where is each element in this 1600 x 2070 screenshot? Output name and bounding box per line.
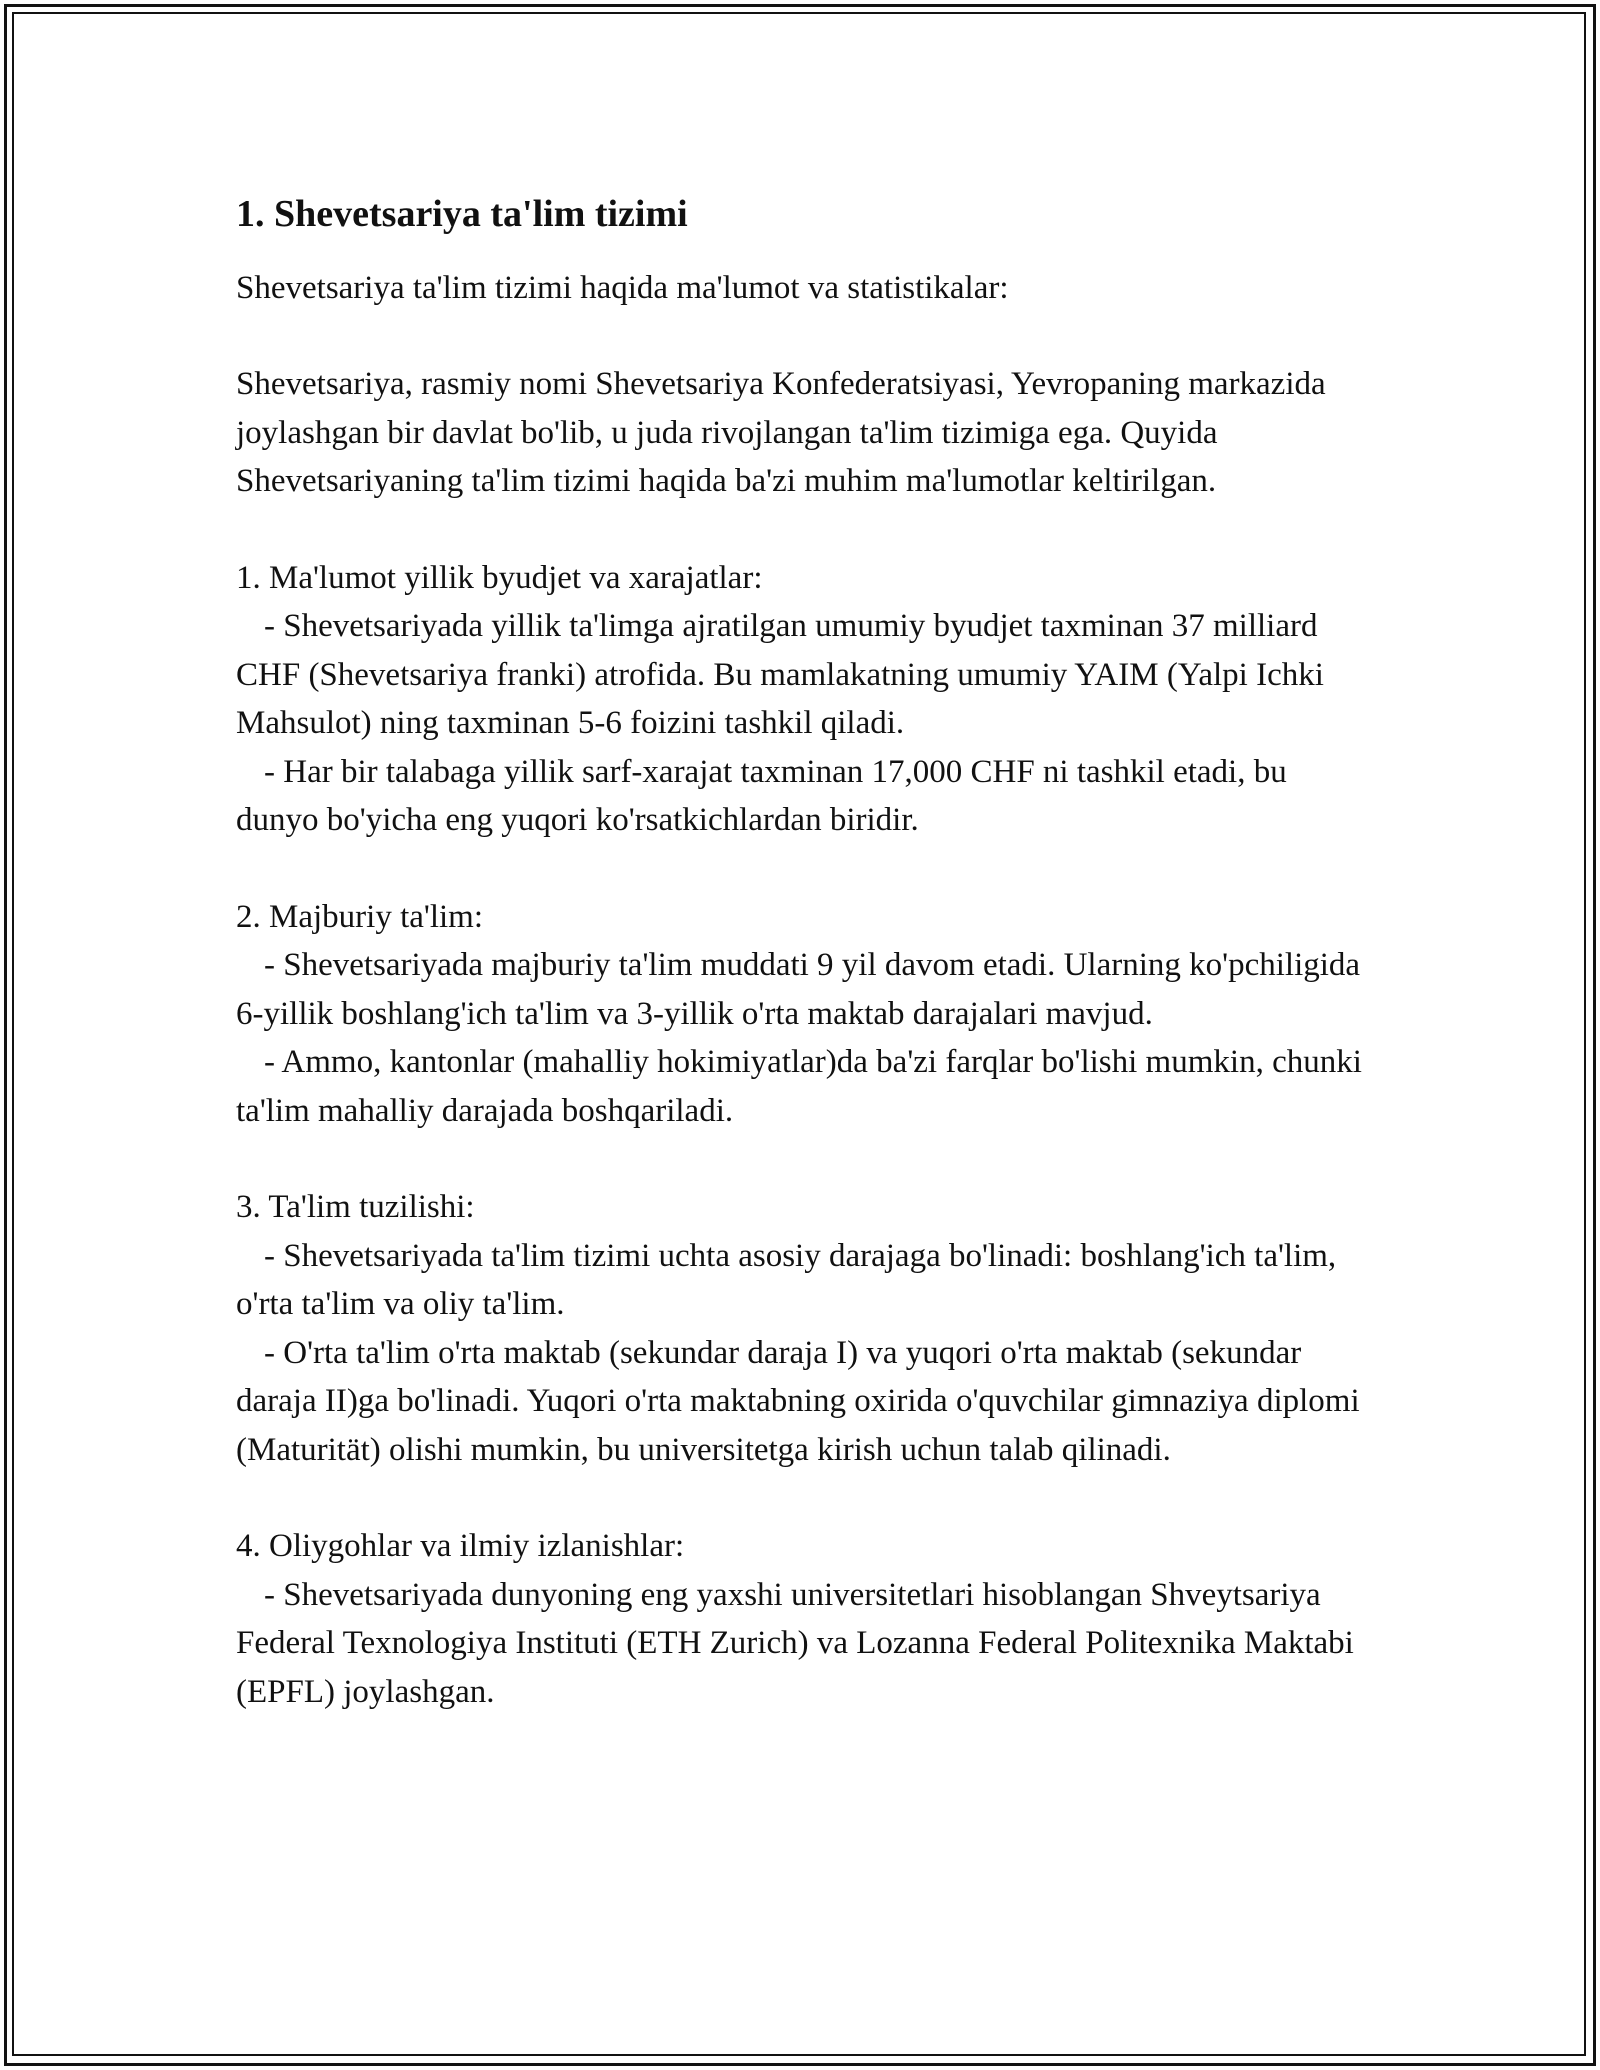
bullet-item: - Shevetsariyada yillik ta'limga ajratilgan umumiy byudjet taxminan 37 milliard CHF (Shevetsariya franki) atrofida. Bu mamlakatning umumiy YAIM (Yalpi Ichki Mahsulot) ning taxminan 5-6 foizini tashkil qiladi. [236, 608, 1324, 741]
bullet-item: - Har bir talabaga yillik sarf-xarajat taxminan 17,000 CHF ni tashkil etadi, bu dunyo bo'yicha eng yuqori ko'rsatkichlardan biridir. [236, 753, 1287, 838]
intro-paragraph: Shevetsariya, rasmiy nomi Shevetsariya Konfederatsiyasi, Yevropaning markazida joylashgan bir davlat bo'lib, u juda rivojlangan ta'lim tizimiga ega. Quyida Shevetsariyaning ta'lim tizimi haqida ba'zi muhim ma'lumotlar keltirilgan. [236, 366, 1326, 499]
section-heading: 2. Majburiy ta'lim: [236, 898, 484, 935]
document-body [236, 186, 1376, 1716]
bullet-item: - O'rta ta'lim o'rta maktab (sekundar daraja I) va yuqori o'rta maktab (sekundar daraja II)ga bo'linadi. Yuqori o'rta maktabning oxirida o'quvchilar gimnaziya diplomi (Maturität) olishi mumkin, bu universitetga kirish uchun talab qilinadi. [236, 1334, 1360, 1468]
section-universities-research [236, 1522, 1376, 1716]
section-budget [236, 554, 1376, 845]
section-heading: 1. Ma'lumot yillik byudjet va xarajatlar: [236, 559, 763, 596]
section-heading: 3. Ta'lim tuzilishi: [236, 1189, 475, 1225]
document-subtitle: Shevetsariya ta'lim tizimi haqida ma'lumot va statistikalar: [236, 270, 1009, 306]
bullet-item: - Shevetsariyada dunyoning eng yaxshi universitetlari hisoblangan Shveytsariya Federal Texnologiya Instituti (ETH Zurich) va Lozanna Federal Politexnika Maktabi (EPFL) joylashgan. [236, 1576, 1354, 1710]
section-heading: 4. Oliygohlar va ilmiy izlanishlar: [236, 1528, 685, 1564]
bullet-item: - Shevetsariyada majburiy ta'lim muddati 9 yil davom etadi. Ularning ko'pchiligida 6-yillik boshlang'ich ta'lim va 3-yillik o'rta maktab darajalari mavjud. [236, 947, 1361, 1032]
section-compulsory-education [236, 893, 1376, 1136]
bullet-item: - Ammo, kantonlar (mahalliy hokimiyatlar)da ba'zi farqlar bo'lishi mumkin, chunki ta'lim mahalliy darajada boshqariladi. [236, 1044, 1362, 1129]
document-title: 1. Shevetsariya ta'lim tizimi [236, 193, 688, 235]
section-education-structure [236, 1183, 1376, 1474]
bullet-item: - Shevetsariyada ta'lim tizimi uchta asosiy darajaga bo'linadi: boshlang'ich ta'lim, o'rta ta'lim va oliy ta'lim. [236, 1237, 1337, 1322]
